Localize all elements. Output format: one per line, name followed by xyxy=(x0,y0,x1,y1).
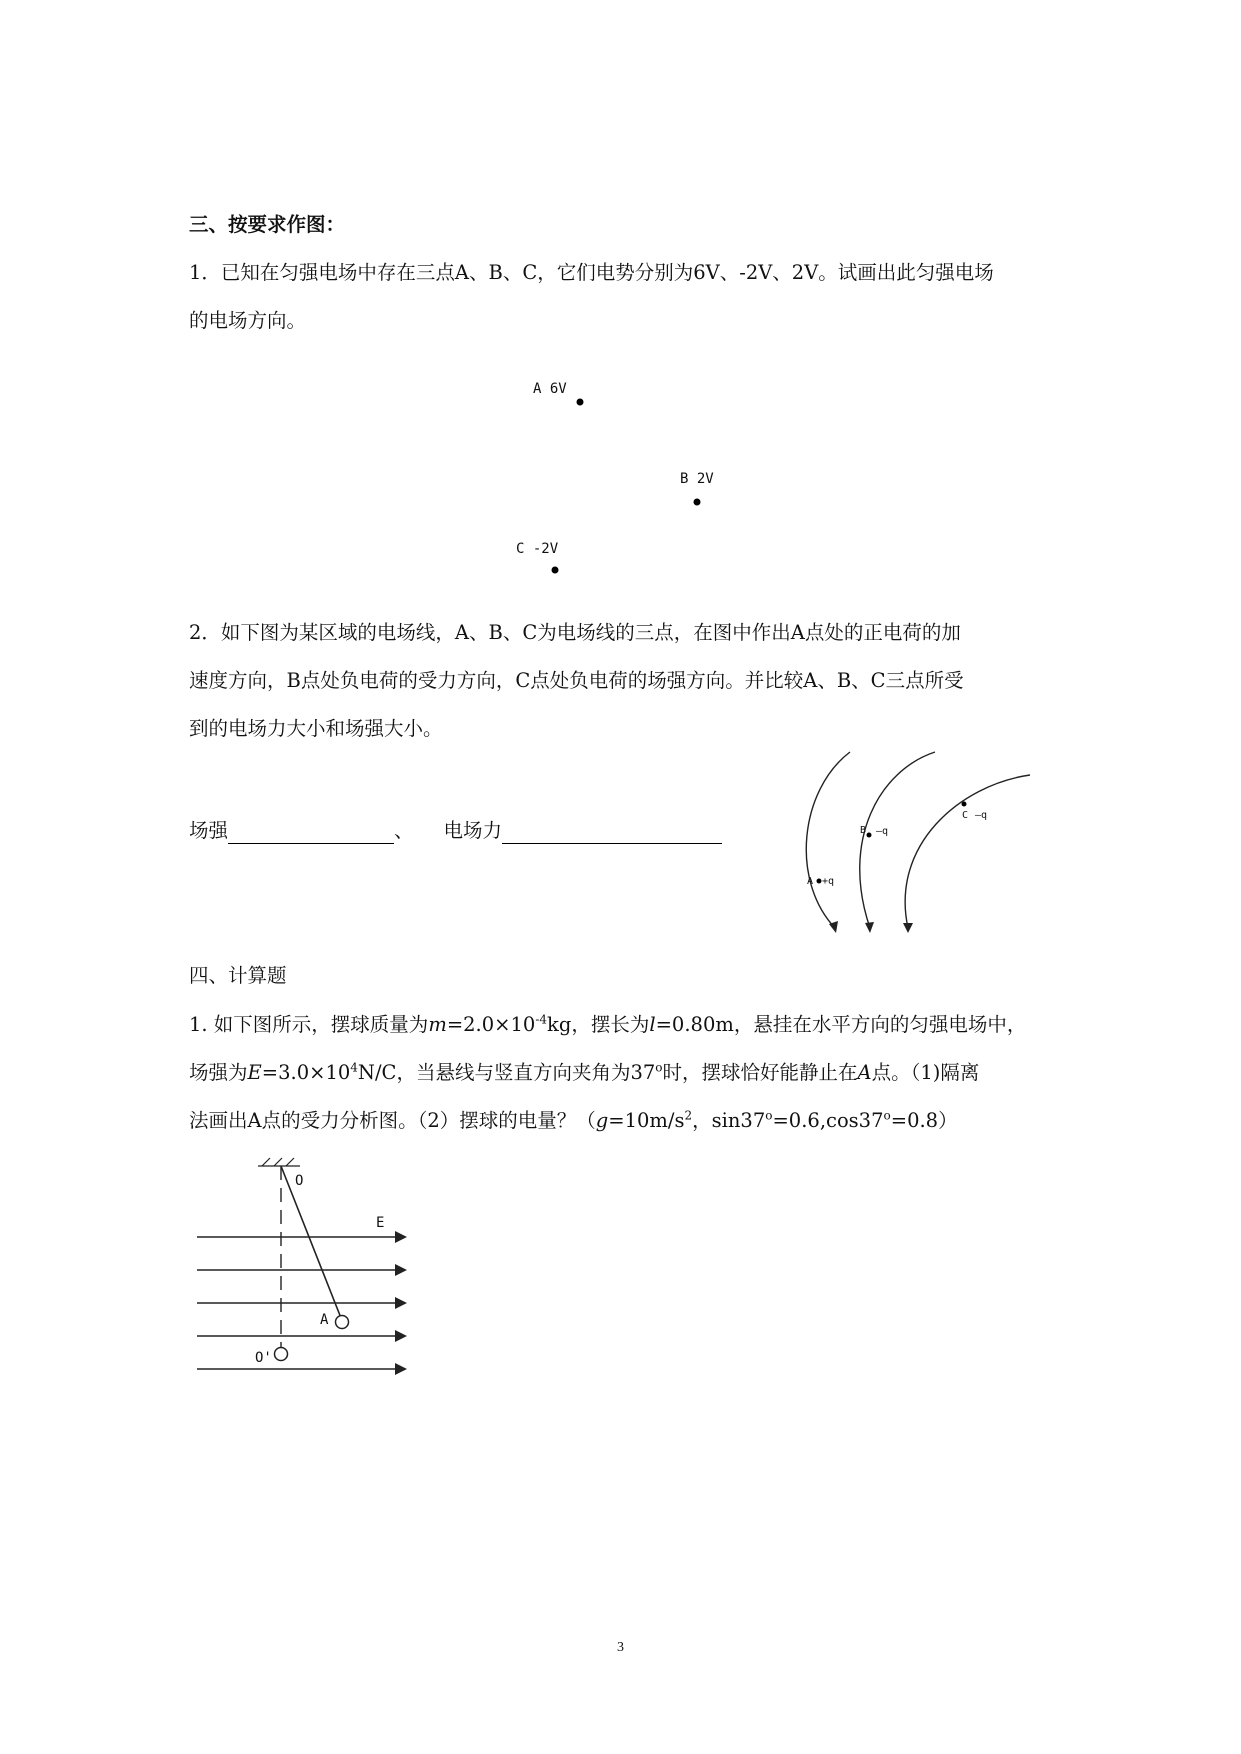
calc-q1-line3: 法画出A点的受力分析图。（2）摆球的电量？（$g=10m/s^2$，$\sin 37^o=0.6,\cos 37^o=0.8$） xyxy=(189,1108,958,1132)
q1-text-line2: 的电场方向。 xyxy=(189,309,307,332)
calc-q1-line1: 1. 如下图所示，摆球质量为$m=2.0\times 10^{-4}kg$，摆长为l=0.80m，悬挂在水平方向的匀强电场中， xyxy=(189,1012,1027,1036)
field-point-c-label: C xyxy=(962,810,969,821)
field-e-label: E xyxy=(376,1215,385,1231)
q2-text-line1: 2．如下图为某区域的电场线，A、B、C为电场线的三点，在图中作出A点处的正电荷的加 xyxy=(189,621,961,644)
section3-heading: 三、按要求作图： xyxy=(189,213,346,236)
page-number: 3 xyxy=(617,1640,624,1655)
field-point-a-charge: +q xyxy=(822,876,835,887)
pendulum-string xyxy=(281,1166,341,1318)
electric-force-label: 电场力 xyxy=(443,819,503,842)
ball-o-prime xyxy=(275,1348,288,1361)
field-point-b-charge: —q xyxy=(876,826,889,837)
pivot-o-label: O xyxy=(295,1173,304,1189)
point-b-label: B 2V xyxy=(680,471,714,487)
field-point-c-charge: —q xyxy=(975,810,988,821)
field-strength-label: 场强 xyxy=(189,819,229,842)
ball-a xyxy=(336,1316,349,1329)
field-arrows xyxy=(197,1231,407,1375)
o-prime-label: O' xyxy=(255,1350,272,1366)
field-point-a-label: A xyxy=(807,876,814,887)
point-c-label: C -2V xyxy=(516,541,559,557)
q1-text-line1: 1．已知在匀强电场中存在三点A、B、C，它们电势分别为6V、-2V、2V。试画出此匀强电场 xyxy=(189,261,994,284)
q2-text-line2: 速度方向，B点处负电荷的受力方向，C点处负电荷的场强方向。并比较A、B、C三点所受 xyxy=(189,669,964,692)
section4-heading: 四、计算题 xyxy=(189,964,287,987)
point-a-label: A 6V xyxy=(533,381,567,397)
q2-text-line3: 到的电场力大小和场强大小。 xyxy=(189,717,443,740)
field-point-b-label: B xyxy=(860,825,867,836)
answer-separator: 、 xyxy=(394,819,414,842)
ball-a-label: A xyxy=(320,1312,329,1328)
calc-q1-line2: 场强为$E=3.0\times 10^4N/C$，当悬线与竖直方向夹角为37$^o$时，摆球恰好能静止在A点。（1)隔离 xyxy=(189,1060,980,1084)
